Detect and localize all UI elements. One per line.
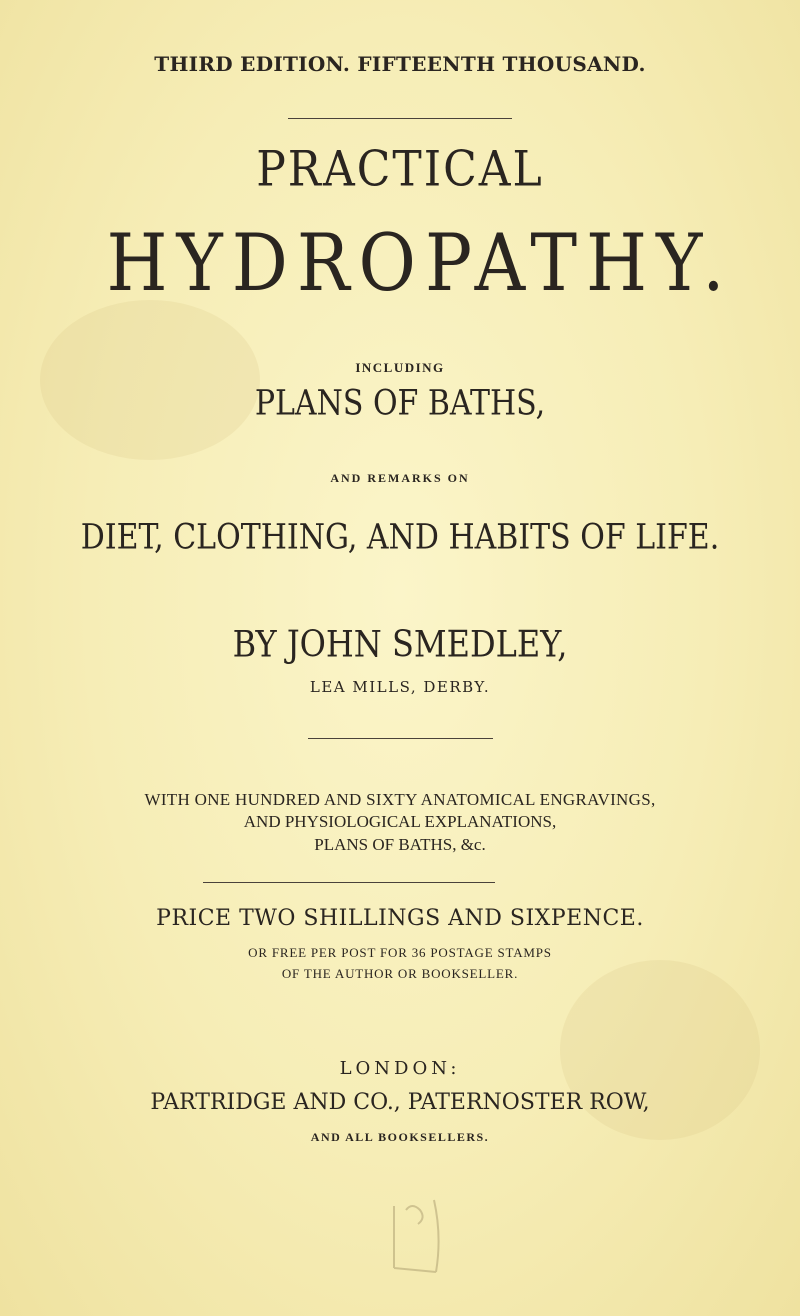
illustrations-line-1: WITH ONE HUNDRED AND SIXTY ANATOMICAL ENGRAVINGS,	[144, 790, 656, 809]
including-label: INCLUDING	[355, 360, 445, 375]
paper-stain	[40, 300, 260, 460]
divider-rule	[288, 118, 512, 119]
diet-line: DIET, CLOTHING, AND HABITS OF LIFE.	[80, 517, 720, 558]
postage-line-1: OR FREE PER POST FOR 36 POSTAGE STAMPS	[248, 945, 552, 960]
illustrations-line-2: AND PHYSIOLOGICAL EXPLANATIONS,	[243, 812, 557, 831]
price-line: PRICE TWO SHILLINGS AND SIXPENCE.	[156, 906, 644, 931]
title-line-2: HYDROPATHY.	[106, 217, 734, 309]
author-location: LEA MILLS, DERBY.	[309, 678, 491, 696]
place-line: LONDON:	[339, 1058, 461, 1079]
divider-rule	[203, 882, 495, 883]
plans-of-baths-line: PLANS OF BATHS,	[254, 383, 546, 424]
divider-rule	[308, 738, 493, 739]
illustrations-line-3: PLANS OF BATHS, &c.	[314, 835, 486, 854]
library-stamp-mark	[386, 1196, 446, 1278]
remarks-label: AND REMARKS ON	[330, 471, 470, 485]
author-line: BY JOHN SMEDLEY,	[232, 622, 568, 666]
postage-line-2: OF THE AUTHOR OR BOOKSELLER.	[281, 966, 519, 981]
edition-line: THIRD EDITION. FIFTEENTH THOUSAND.	[154, 52, 646, 76]
distribution-line: AND ALL BOOKSELLERS.	[310, 1130, 490, 1144]
title-line-1: PRACTICAL	[256, 141, 544, 198]
publisher-line: PARTRIDGE AND CO., PATERNOSTER ROW,	[150, 1090, 650, 1115]
